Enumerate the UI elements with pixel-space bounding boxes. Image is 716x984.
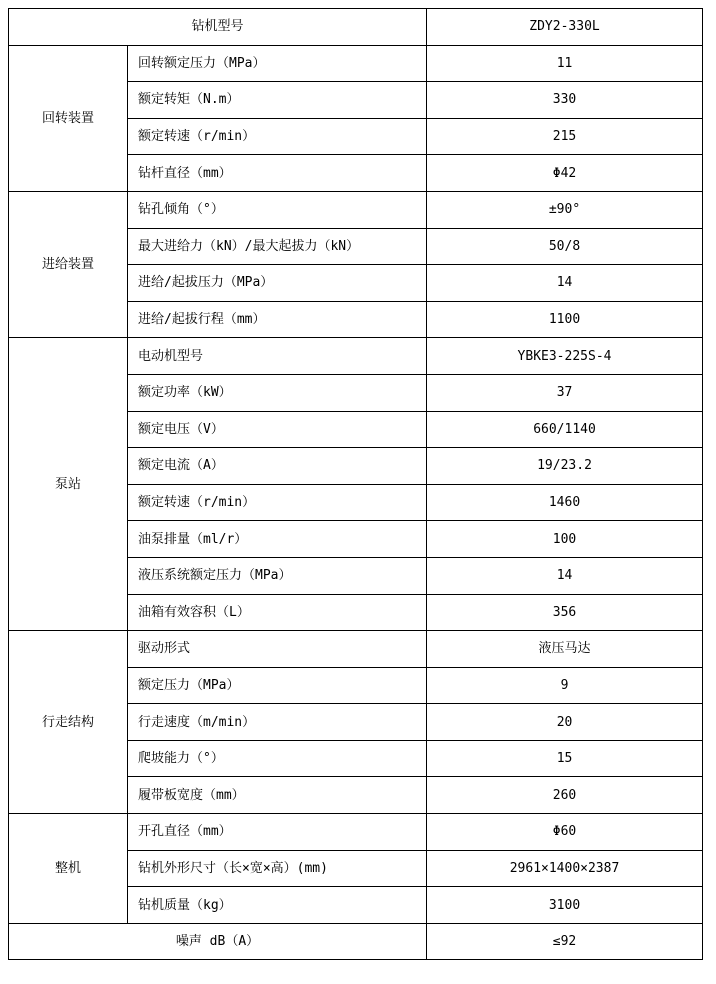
- param-value: 1100: [427, 301, 703, 338]
- param-value: YBKE3-225S-4: [427, 338, 703, 375]
- param-value: 19/23.2: [427, 448, 703, 485]
- table-row: [9, 338, 703, 375]
- param-value: 2961×1400×2387: [427, 850, 703, 887]
- param-label: 驱动形式: [128, 631, 427, 668]
- param-label: 钻杆直径（mm）: [128, 155, 427, 192]
- model-number: ZDY2-330L: [427, 9, 703, 46]
- param-value: 37: [427, 374, 703, 411]
- param-value: 14: [427, 265, 703, 302]
- table-row: [9, 45, 703, 82]
- spec-table: [8, 8, 703, 960]
- param-label: 开孔直径（mm）: [128, 814, 427, 851]
- table-row: [9, 191, 703, 228]
- section-name: 整机: [9, 814, 128, 924]
- param-label: 电动机型号: [128, 338, 427, 375]
- param-value: 1460: [427, 484, 703, 521]
- section-name: 进给装置: [9, 191, 128, 337]
- param-value: 15: [427, 740, 703, 777]
- param-value: 260: [427, 777, 703, 814]
- param-label: 钻机质量（kg）: [128, 887, 427, 924]
- param-label: 油泵排量（ml/r）: [128, 521, 427, 558]
- param-label: 爬坡能力（°）: [128, 740, 427, 777]
- param-value: Φ42: [427, 155, 703, 192]
- param-label: 额定转矩（N.m）: [128, 82, 427, 119]
- param-label: 进给/起拔行程（mm）: [128, 301, 427, 338]
- param-label: 行走速度（m/min）: [128, 704, 427, 741]
- param-label: 油箱有效容积（L）: [128, 594, 427, 631]
- param-value: 14: [427, 557, 703, 594]
- param-label: 液压系统额定压力（MPa）: [128, 557, 427, 594]
- model-header-label: 钻机型号: [9, 9, 427, 46]
- param-value: 9: [427, 667, 703, 704]
- param-label: 履带板宽度（mm）: [128, 777, 427, 814]
- param-value: 50/8: [427, 228, 703, 265]
- param-label: 额定电压（V）: [128, 411, 427, 448]
- noise-label: 噪声 dB（A）: [9, 923, 427, 960]
- header-row: [9, 9, 703, 46]
- param-label: 额定转速（r/min）: [128, 484, 427, 521]
- noise-value: ≤92: [427, 923, 703, 960]
- param-value: 3100: [427, 887, 703, 924]
- param-label: 额定压力（MPa）: [128, 667, 427, 704]
- section-name: 回转装置: [9, 45, 128, 191]
- param-label: 钻孔倾角（°）: [128, 191, 427, 228]
- param-value: 356: [427, 594, 703, 631]
- param-label: 最大进给力（kN）/最大起拔力（kN）: [128, 228, 427, 265]
- param-value: Φ60: [427, 814, 703, 851]
- param-value: 液压马达: [427, 631, 703, 668]
- param-value: 20: [427, 704, 703, 741]
- param-value: 215: [427, 118, 703, 155]
- param-value: 330: [427, 82, 703, 119]
- spec-table-body: [9, 45, 703, 923]
- table-row: [9, 631, 703, 668]
- param-label: 额定功率（kW）: [128, 374, 427, 411]
- param-label: 回转额定压力（MPa）: [128, 45, 427, 82]
- section-name: 泵站: [9, 338, 128, 631]
- param-label: 额定电流（A）: [128, 448, 427, 485]
- param-label: 进给/起拔压力（MPa）: [128, 265, 427, 302]
- param-value: 11: [427, 45, 703, 82]
- param-value: 660/1140: [427, 411, 703, 448]
- param-value: ±90°: [427, 191, 703, 228]
- param-label: 额定转速（r/min）: [128, 118, 427, 155]
- param-label: 钻机外形尺寸（长×宽×高）(mm): [128, 850, 427, 887]
- param-value: 100: [427, 521, 703, 558]
- table-row: [9, 814, 703, 851]
- noise-row: [9, 923, 703, 960]
- section-name: 行走结构: [9, 631, 128, 814]
